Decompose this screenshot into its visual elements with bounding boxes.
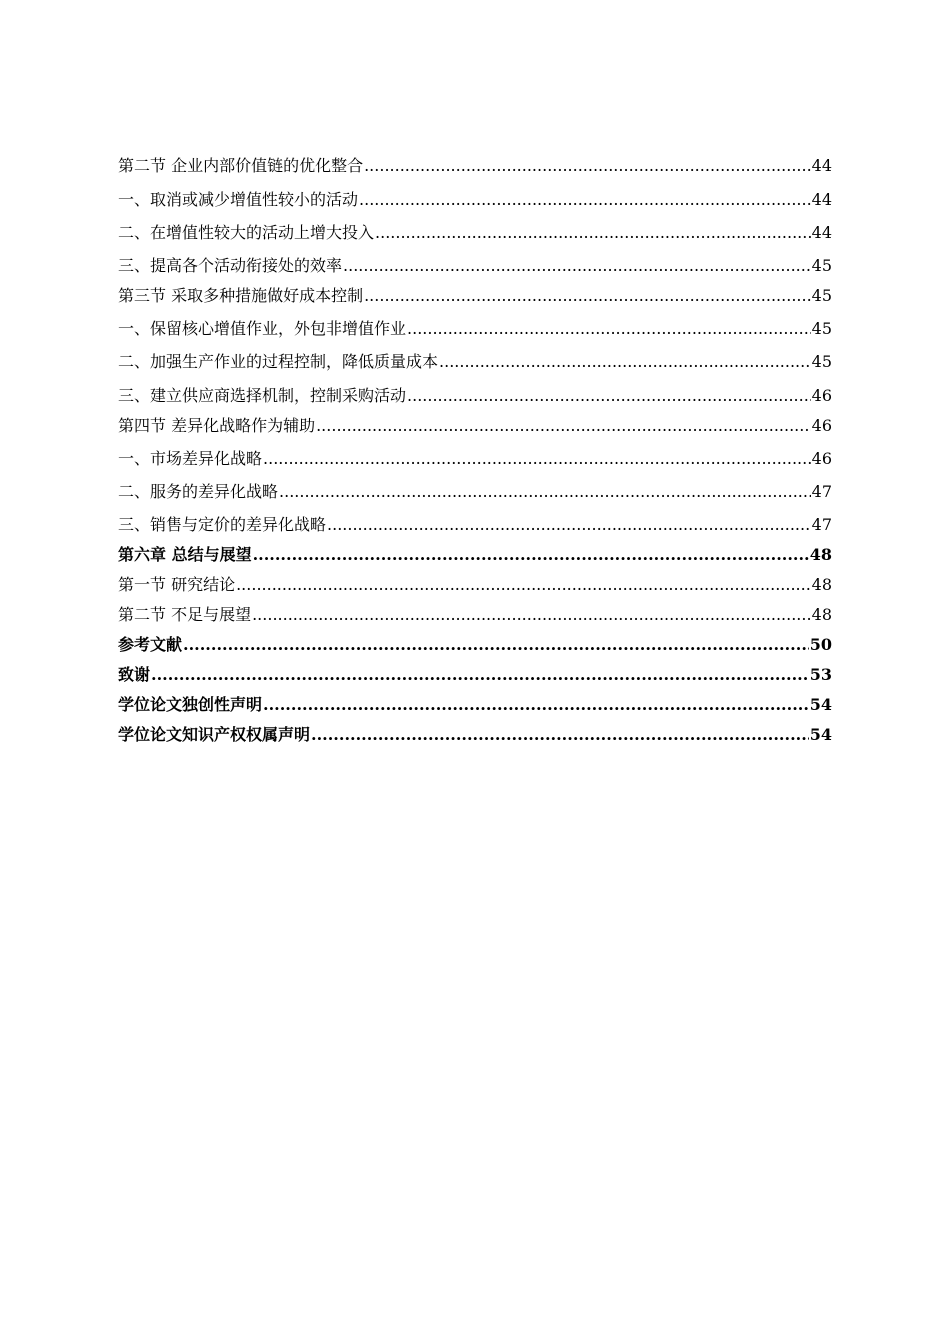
toc-dot-leader bbox=[407, 319, 811, 339]
toc-entry-page: 54 bbox=[809, 695, 832, 714]
toc-entry[interactable] bbox=[118, 605, 832, 625]
toc-entry[interactable] bbox=[118, 635, 832, 655]
toc-dot-leader bbox=[236, 575, 811, 595]
toc-entry[interactable] bbox=[118, 482, 832, 502]
toc-entry-title: 第三节 采取多种措施做好成本控制 bbox=[118, 286, 364, 305]
toc-entry[interactable] bbox=[118, 449, 832, 469]
toc-entry-page: 47 bbox=[811, 515, 832, 534]
toc-entry-page: 45 bbox=[811, 256, 832, 275]
toc-entry-page: 46 bbox=[811, 416, 832, 435]
toc-entry[interactable] bbox=[118, 352, 832, 372]
toc-entry[interactable] bbox=[118, 156, 832, 176]
toc-entry[interactable] bbox=[118, 256, 832, 276]
toc-entry[interactable] bbox=[118, 319, 832, 339]
toc-dot-leader bbox=[252, 605, 811, 625]
toc-dot-leader bbox=[327, 515, 811, 535]
toc-entry[interactable] bbox=[118, 575, 832, 595]
table-of-contents bbox=[118, 156, 832, 745]
toc-entry-title: 学位论文知识产权权属声明 bbox=[118, 725, 311, 744]
toc-dot-leader bbox=[279, 482, 811, 502]
toc-entry-title: 一、市场差异化战略 bbox=[118, 449, 263, 468]
toc-dot-leader bbox=[316, 416, 811, 436]
toc-entry-page: 45 bbox=[811, 352, 832, 371]
toc-entry-title: 第二节 不足与展望 bbox=[118, 605, 252, 624]
toc-entry-title: 学位论文独创性声明 bbox=[118, 695, 263, 714]
toc-entry-page: 48 bbox=[809, 545, 832, 564]
toc-entry[interactable] bbox=[118, 665, 832, 685]
toc-entry-title: 第六章 总结与展望 bbox=[118, 545, 252, 564]
toc-entry-page: 50 bbox=[809, 635, 832, 654]
toc-dot-leader bbox=[263, 449, 811, 469]
toc-entry[interactable] bbox=[118, 223, 832, 243]
toc-entry[interactable] bbox=[118, 545, 832, 565]
toc-entry-title: 参考文献 bbox=[118, 635, 183, 654]
toc-dot-leader bbox=[151, 665, 809, 685]
toc-dot-leader bbox=[343, 256, 811, 276]
toc-entry-page: 48 bbox=[811, 575, 832, 594]
toc-entry-title: 二、在增值性较大的活动上增大投入 bbox=[118, 223, 375, 242]
toc-entry-page: 46 bbox=[811, 449, 832, 468]
toc-entry[interactable] bbox=[118, 190, 832, 210]
toc-dot-leader bbox=[253, 545, 809, 565]
toc-entry-page: 48 bbox=[811, 605, 832, 624]
toc-entry-title: 三、销售与定价的差异化战略 bbox=[118, 515, 327, 534]
toc-entry-title: 第二节 企业内部价值链的优化整合 bbox=[118, 156, 364, 175]
toc-entry-page: 54 bbox=[809, 725, 832, 744]
toc-entry-title: 三、提高各个活动衔接处的效率 bbox=[118, 256, 343, 275]
toc-entry[interactable] bbox=[118, 386, 832, 406]
toc-entry-page: 44 bbox=[811, 156, 832, 175]
toc-dot-leader bbox=[364, 156, 811, 176]
toc-entry[interactable] bbox=[118, 725, 832, 745]
toc-dot-leader bbox=[183, 635, 809, 655]
toc-dot-leader bbox=[263, 695, 809, 715]
toc-entry-title: 二、服务的差异化战略 bbox=[118, 482, 279, 501]
toc-entry[interactable] bbox=[118, 416, 832, 436]
toc-entry-title: 第四节 差异化战略作为辅助 bbox=[118, 416, 316, 435]
toc-entry-page: 45 bbox=[811, 286, 832, 305]
toc-entry-title: 一、取消或减少增值性较小的活动 bbox=[118, 190, 359, 209]
toc-entry-page: 45 bbox=[811, 319, 832, 338]
toc-entry-title: 三、建立供应商选择机制，控制采购活动 bbox=[118, 386, 407, 405]
toc-entry-title: 二、加强生产作业的过程控制，降低质量成本 bbox=[118, 352, 439, 371]
toc-entry-title: 第一节 研究结论 bbox=[118, 575, 236, 594]
toc-dot-leader bbox=[364, 286, 811, 306]
toc-entry[interactable] bbox=[118, 286, 832, 306]
toc-dot-leader bbox=[407, 386, 811, 406]
toc-dot-leader bbox=[439, 352, 811, 372]
toc-entry-page: 44 bbox=[811, 190, 832, 209]
toc-entry-page: 47 bbox=[811, 482, 832, 501]
toc-entry-page: 53 bbox=[809, 665, 832, 684]
toc-entry[interactable] bbox=[118, 695, 832, 715]
toc-entry-title: 致谢 bbox=[118, 665, 151, 684]
toc-dot-leader bbox=[375, 223, 811, 243]
toc-entry[interactable] bbox=[118, 515, 832, 535]
toc-dot-leader bbox=[311, 725, 809, 745]
toc-dot-leader bbox=[359, 190, 811, 210]
toc-entry-title: 一、保留核心增值作业，外包非增值作业 bbox=[118, 319, 407, 338]
toc-entry-page: 44 bbox=[811, 223, 832, 242]
toc-entry-page: 46 bbox=[811, 386, 832, 405]
